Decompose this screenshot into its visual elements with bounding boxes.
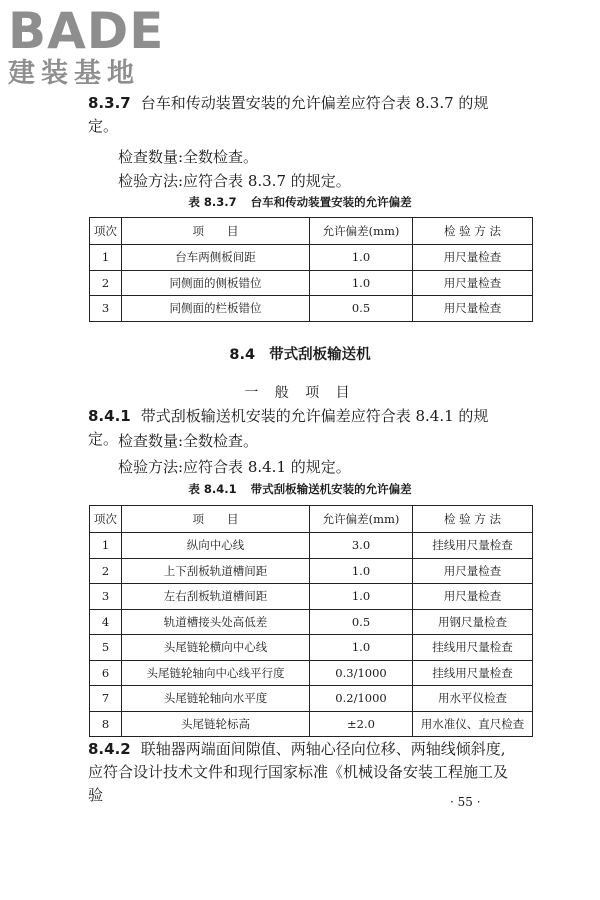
table-row — [90, 558, 533, 584]
clause-number: 8.4.1 — [88, 407, 131, 425]
table-cell: 0.2/1000 — [310, 686, 413, 712]
table-header-row — [90, 218, 533, 245]
caption-number: 表 8.4.1 — [188, 482, 237, 496]
table-cell: 同侧面的侧板错位 — [122, 270, 310, 296]
logo-subtitle: 建装基地 — [8, 58, 140, 89]
table-caption — [0, 194, 600, 210]
table-8-3-7 — [89, 217, 533, 322]
table-cell: 7 — [90, 686, 122, 712]
header-cell: 检 验 方 法 — [413, 506, 533, 533]
table-8-4-1 — [89, 505, 533, 737]
table-cell: 轨道槽接头处高低差 — [122, 609, 310, 635]
table-cell: 3.0 — [310, 533, 413, 559]
table-cell: 4 — [90, 609, 122, 635]
caption-number: 表 8.3.7 — [188, 195, 237, 209]
check-method: 检验方法:应符合表 8.4.1 的规定。 — [118, 458, 351, 476]
table-cell: 1 — [90, 533, 122, 559]
table-row — [90, 296, 533, 322]
header-cell: 项次 — [90, 506, 122, 533]
table-header-row — [90, 506, 533, 533]
table-cell: ±2.0 — [310, 711, 413, 737]
table-row — [90, 635, 533, 661]
table-cell: 头尾链轮轴向水平度 — [122, 686, 310, 712]
table-cell: 2 — [90, 558, 122, 584]
table-row — [90, 270, 533, 296]
caption-title: 带式刮板输送机安装的允许偏差 — [250, 482, 412, 496]
table-cell: 头尾链轮横向中心线 — [122, 635, 310, 661]
table-row — [90, 245, 533, 271]
header-cell: 项 目 — [122, 218, 310, 245]
table-cell: 台车两侧板间距 — [122, 245, 310, 271]
table-cell: 同侧面的栏板错位 — [122, 296, 310, 322]
logo-brand: BADE — [8, 2, 165, 60]
table-cell: 用尺量检查 — [413, 584, 533, 610]
header-cell: 项 目 — [122, 506, 310, 533]
table-cell: 上下刮板轨道槽间距 — [122, 558, 310, 584]
table-cell: 头尾链轮标高 — [122, 711, 310, 737]
table-cell: 1.0 — [310, 635, 413, 661]
section-title: 带式刮板输送机 — [269, 347, 371, 363]
table-cell: 5 — [90, 635, 122, 661]
table-cell: 6 — [90, 660, 122, 686]
table-cell: 挂线用尺量检查 — [413, 660, 533, 686]
table-cell: 2 — [90, 270, 122, 296]
header-cell: 项次 — [90, 218, 122, 245]
clause-number: 8.3.7 — [88, 94, 131, 112]
table-cell: 1.0 — [310, 245, 413, 271]
table-cell: 8 — [90, 711, 122, 737]
table-cell: 用水准仪、直尺检查 — [413, 711, 533, 737]
table-cell: 用尺量检查 — [413, 296, 533, 322]
table-cell: 0.3/1000 — [310, 660, 413, 686]
clause-text: 带式刮板输送机安装的允许偏差应符合表 8.4.1 的规定。 — [88, 407, 489, 448]
table-row — [90, 660, 533, 686]
clause-8-3-7 — [88, 92, 508, 138]
header-cell: 检 验 方 法 — [413, 218, 533, 245]
table-cell: 0.5 — [310, 609, 413, 635]
table-cell: 3 — [90, 296, 122, 322]
table-cell: 挂线用尺量检查 — [413, 635, 533, 661]
table-cell: 1.0 — [310, 270, 413, 296]
logo — [8, 2, 165, 90]
check-method: 检验方法:应符合表 8.3.7 的规定。 — [118, 172, 351, 190]
table-cell: 左右刮板轨道槽间距 — [122, 584, 310, 610]
section-heading — [0, 343, 600, 364]
clause-text: 台车和传动装置安装的允许偏差应符合表 8.3.7 的规定。 — [88, 94, 489, 135]
table-caption — [0, 481, 600, 497]
header-cell: 允许偏差(mm) — [310, 506, 413, 533]
page-number: · 55 · — [450, 795, 481, 809]
table-cell: 挂线用尺量检查 — [413, 533, 533, 559]
table-row — [90, 609, 533, 635]
table-cell: 用尺量检查 — [413, 245, 533, 271]
clause-text: 联轴器两端面间隙值、两轴心径向位移、两轴线倾斜度,应符合设计技术文件和现行国家标准《机械设备安装工程施工及验 — [88, 740, 509, 804]
table-row — [90, 711, 533, 737]
table-cell: 用尺量检查 — [413, 270, 533, 296]
table-cell: 1.0 — [310, 584, 413, 610]
table-cell: 0.5 — [310, 296, 413, 322]
table-cell: 用水平仪检查 — [413, 686, 533, 712]
table-row — [90, 686, 533, 712]
caption-title: 台车和传动装置安装的允许偏差 — [250, 195, 412, 209]
check-quantity: 检查数量:全数检查。 — [118, 148, 259, 166]
table-cell: 1.0 — [310, 558, 413, 584]
table-cell: 纵向中心线 — [122, 533, 310, 559]
clause-8-4-2 — [88, 738, 508, 807]
header-cell: 允许偏差(mm) — [310, 218, 413, 245]
table-row — [90, 533, 533, 559]
section-number: 8.4 — [229, 347, 256, 363]
table-cell: 用尺量检查 — [413, 558, 533, 584]
table-cell: 用钢尺量检查 — [413, 609, 533, 635]
table-cell: 头尾链轮轴向中心线平行度 — [122, 660, 310, 686]
table-cell: 1 — [90, 245, 122, 271]
general-items-heading: 一 般 项 目 — [244, 385, 356, 401]
check-quantity: 检查数量:全数检查。 — [118, 432, 259, 450]
clause-number: 8.4.2 — [88, 740, 131, 758]
table-row — [90, 584, 533, 610]
table-cell: 3 — [90, 584, 122, 610]
